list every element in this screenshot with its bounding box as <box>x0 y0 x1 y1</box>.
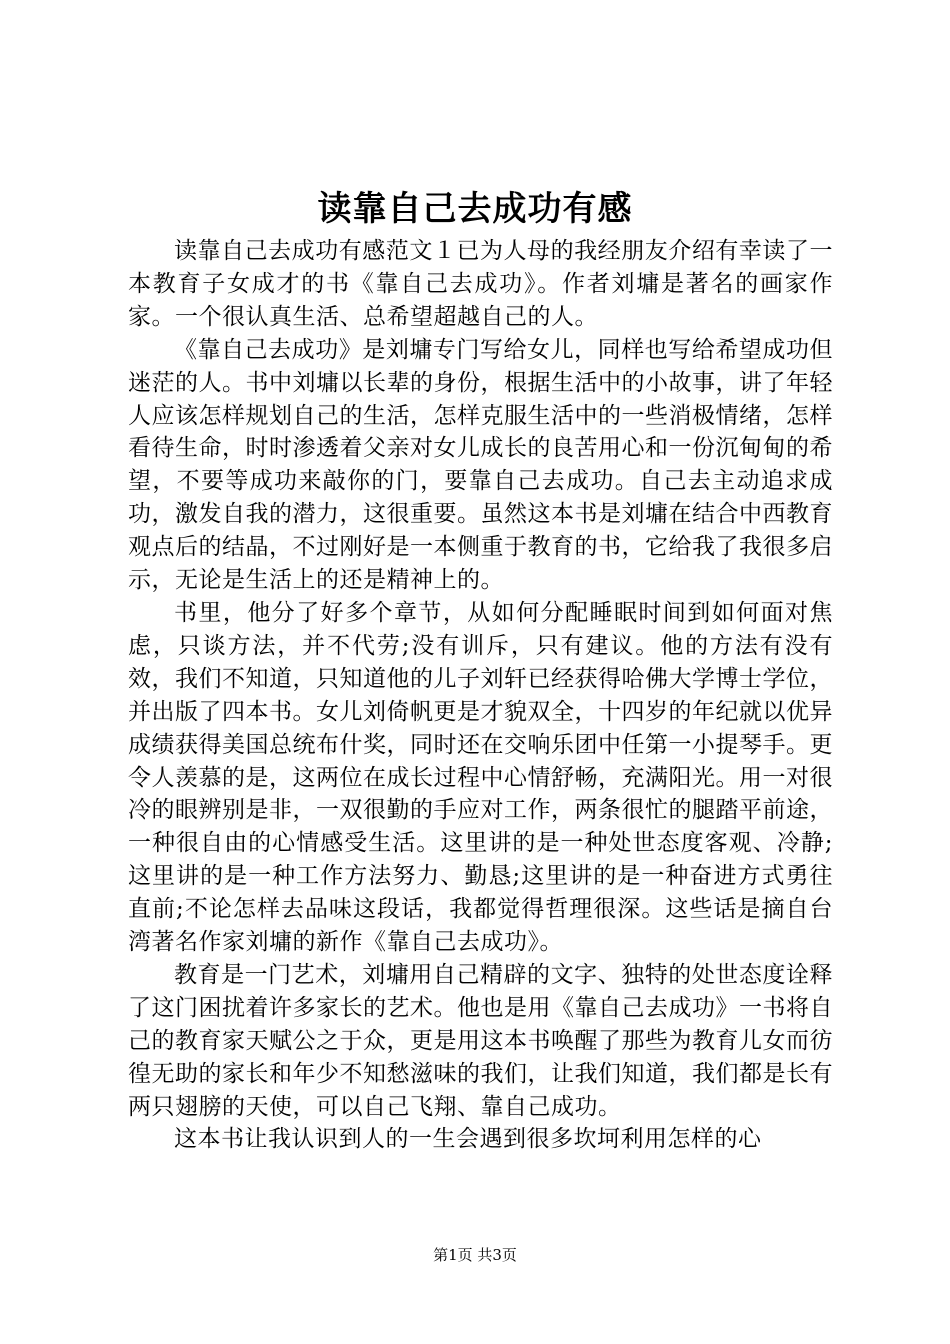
paragraph: 书里，他分了好多个章节，从如何分配睡眠时间到如何面对焦虑，只谈方法，并不代劳;没有训斥，只有建议。他的方法有没有效，我们不知道，只知道他的儿子刘轩已经获得哈佛大学博士学位，并出版了四本书。女儿刘倚帆更是才貌双全，十四岁的年纪就以优异成绩获得美国总统布什奖，同时还在交响乐团中任第一小提琴手。更令人羡慕的是，这两位在成长过程中心情舒畅，充满阳光。用一对很冷的眼辨别是非，一双很勤的手应对工作，两条很忙的腿踏平前途，一种很自由的心情感受生活。这里讲的是一种处世态度客观、冷静;这里讲的是一种工作方法努力、勤恳;这里讲的是一种奋进方式勇往直前;不论怎样去品味这段话，我都觉得哲理很深。这些话是摘自台湾著名作家刘墉的新作《靠自己去成功》。 <box>128 599 833 956</box>
page-number-footer: 第1页 共3页 <box>433 1246 517 1264</box>
paragraph: 《靠自己去成功》是刘墉专门写给女儿，同样也写给希望成功但迷茫的人。书中刘墉以长辈的身份，根据生活中的小故事，讲了年轻人应该怎样规划自己的生活，怎样克服生活中的一些消极情绪，怎样看待生命，时时渗透着父亲对女儿成长的良苦用心和一份沉甸甸的希望，不要等成功来敲你的门，要靠自己去成功。自己去主动追求成功，激发自我的潜力，这很重要。虽然这本书是刘墉在结合中西教育观点后的结晶，不过刚好是一本侧重于教育的书，它给我了我很多启示，无论是生活上的还是精神上的。 <box>128 336 833 594</box>
paragraph: 读靠自己去成功有感范文１已为人母的我经朋友介绍有幸读了一本教育子女成才的书《靠自己去成功》。作者刘墉是著名的画家作家。一个很认真生活、总希望超越自己的人。 <box>128 238 833 330</box>
paragraph: 教育是一门艺术，刘墉用自己精辟的文字、独特的处世态度诠释了这门困扰着许多家长的艺术。他也是用《靠自己去成功》一书将自己的教育家天赋公之于众，更是用这本书唤醒了那些为教育儿女而彷徨无助的家长和年少不知愁滋味的我们，让我们知道，我们都是长有两只翅膀的天使，可以自己飞翔、靠自己成功。 <box>128 961 833 1120</box>
document-body <box>128 235 833 1156</box>
document-title: 读靠自己去成功有感 <box>317 189 633 229</box>
paragraph: 这本书让我认识到人的一生会遇到很多坎坷利用怎样的心 <box>174 1126 762 1153</box>
